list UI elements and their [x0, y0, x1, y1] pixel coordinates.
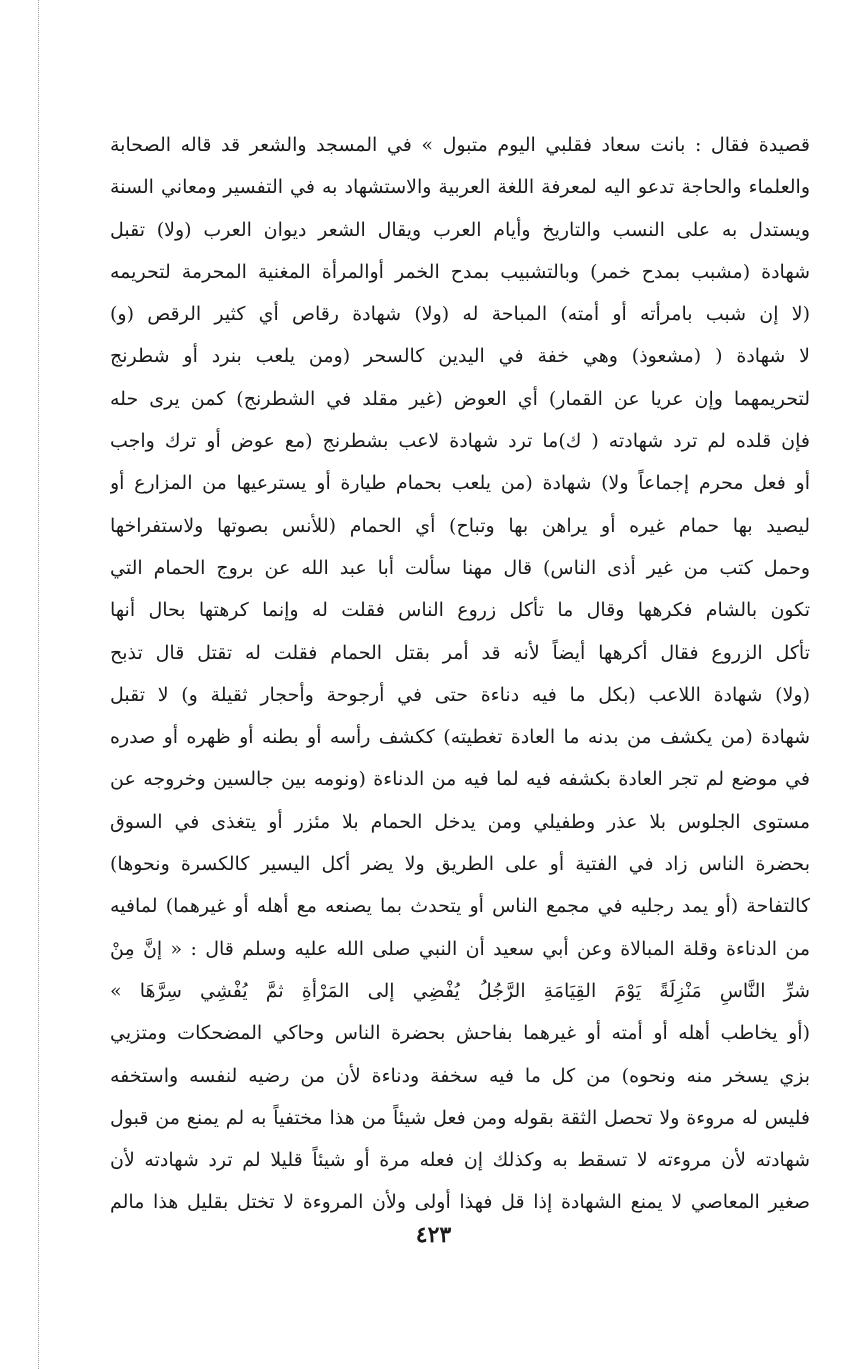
text-line: صغير المعاصي لا يمنع الشهادة إذا قل فهذا أولى ولأن المروءة لا تختل بقليل هذا مالم	[110, 1191, 810, 1214]
text-line: شهادته لأن مروءته لا تسقط به وكذلك إن فعله مرة أو شيئاً قليلا لم ترد شهادته لأن	[110, 1149, 810, 1172]
text-line: (أو يخاطب أهله أو أمته أو غيرهما بفاحش بحضرة الناس وحاكي المضحكات ومتزيي	[110, 1022, 810, 1045]
page-number: ٤٢٣	[415, 1222, 452, 1248]
text-line: شهادة (من يكشف من بدنه ما العادة تغطيته) ككشف رأسه أو بطنه أو ظهره أو صدره	[110, 726, 810, 749]
text-line: أو فعل محرم إجماعاً ولا) شهادة (من يلعب بحمام طيارة أو يسترعيها من المزارع أو	[110, 472, 810, 495]
text-line: تكون بالشام فكرهها وقال ما تأكل زروع الناس فقلت له وإنما كرهتها بحال أنها	[110, 599, 810, 622]
text-line: مستوى الجلوس بلا عذر وطفيلي ومن يدخل الحمام بلا مئزر أو يتغذى في السوق	[110, 810, 810, 833]
text-line: بحضرة الناس زاد في الفتية أو على الطريق ولا يضر أكل اليسير كالكسرة ونحوها)	[110, 853, 810, 876]
text-line: بزي يسخر منه ونحوه) من كل ما فيه سخفة ودناءة لأن من رضيه لنفسه واستخفه	[110, 1064, 810, 1087]
text-line: فإن قلده لم ترد شهادته ( ك)ما ترد شهادة لاعب بشطرنج (مع عوض أو ترك واجب	[110, 430, 810, 453]
text-line: ليصيد بها حمام غيره أو يراهن بها وتباح) أي الحمام (للأنس بصوتها ولاستفراخها	[110, 514, 810, 537]
text-line: قصيدة فقال : بانت سعاد فقلبي اليوم متبول » في المسجد والشعر قد قاله الصحابة	[110, 134, 810, 156]
text-line: شرِّ النَّاسِ مَنْزِلَةً يَوْمَ القِيَامَةِ الرَّجُلُ يُفْضِي إلى المَرْأةِ ثمَّ يُفْشِي سِرَّهَا »	[110, 979, 810, 1002]
text-line: والعلماء والحاجة تدعو اليه لمعرفة اللغة العربية والاستشهاد به في التفسير ومعاني السنة	[110, 176, 810, 199]
text-line: (ولا) شهادة اللاعب (بكل ما فيه دناءة حتى في أرجوحة وأحجار ثقيلة و) لا تقبل	[110, 683, 810, 706]
text-line: لا شهادة ( (مشعوذ) وهي خفة في اليدين كالسحر (ومن يلعب بنرد أو شطرنج	[110, 345, 810, 368]
body-text	[110, 124, 810, 1224]
text-line: (لا إن شبب بامرأته أو أمته) المباحة له (ولا) شهادة رقاص أي كثير الرقص (و)	[110, 303, 810, 326]
text-line: فليس له مروءة ولا تحصل الثقة بقوله ومن فعل شيئاً من هذا مختفياً به لم يمنع من قبول	[110, 1106, 810, 1129]
scan-margin-line	[38, 0, 39, 1369]
text-line: شهادة (مشبب بمدح خمر) وبالتشبيب بمدح الخمر أوالمرأة المغنية المحرمة لتحريمه	[110, 260, 810, 283]
text-line: كالتفاحة (أو يمد رجليه في مجمع الناس أو يتحدث بما يصنعه مع أهله أو غيرهما) لمافيه	[110, 895, 810, 918]
text-line: في موضع لم تجر العادة بكشفه فيه لما فيه من الدناءة (ونومه بين جالسين وخروجه عن	[110, 768, 810, 791]
text-line: لتحريمهما وإن عريا عن القمار) أي العوض (غير مقلد في الشطرنج) كمن يرى حله	[110, 387, 810, 410]
text-line: من الدناءة وقلة المبالاة وعن أبي سعيد أن النبي صلى الله عليه وسلم قال : « إنَّ مِنْ	[110, 937, 810, 960]
text-line: تأكل الزروع فقال أكرهها أيضاً لأنه قد أمر بقتل الحمام فقلت له تقتل قال تذبح	[110, 641, 810, 664]
text-line: وحمل كتب من غير أذى الناس) قال مهنا سألت أبا عبد الله عن بروج الحمام التي	[110, 556, 810, 579]
text-line: ويستدل به على النسب والتاريخ وأيام العرب ويقال الشعر ديوان العرب (ولا) تقبل	[110, 218, 810, 241]
